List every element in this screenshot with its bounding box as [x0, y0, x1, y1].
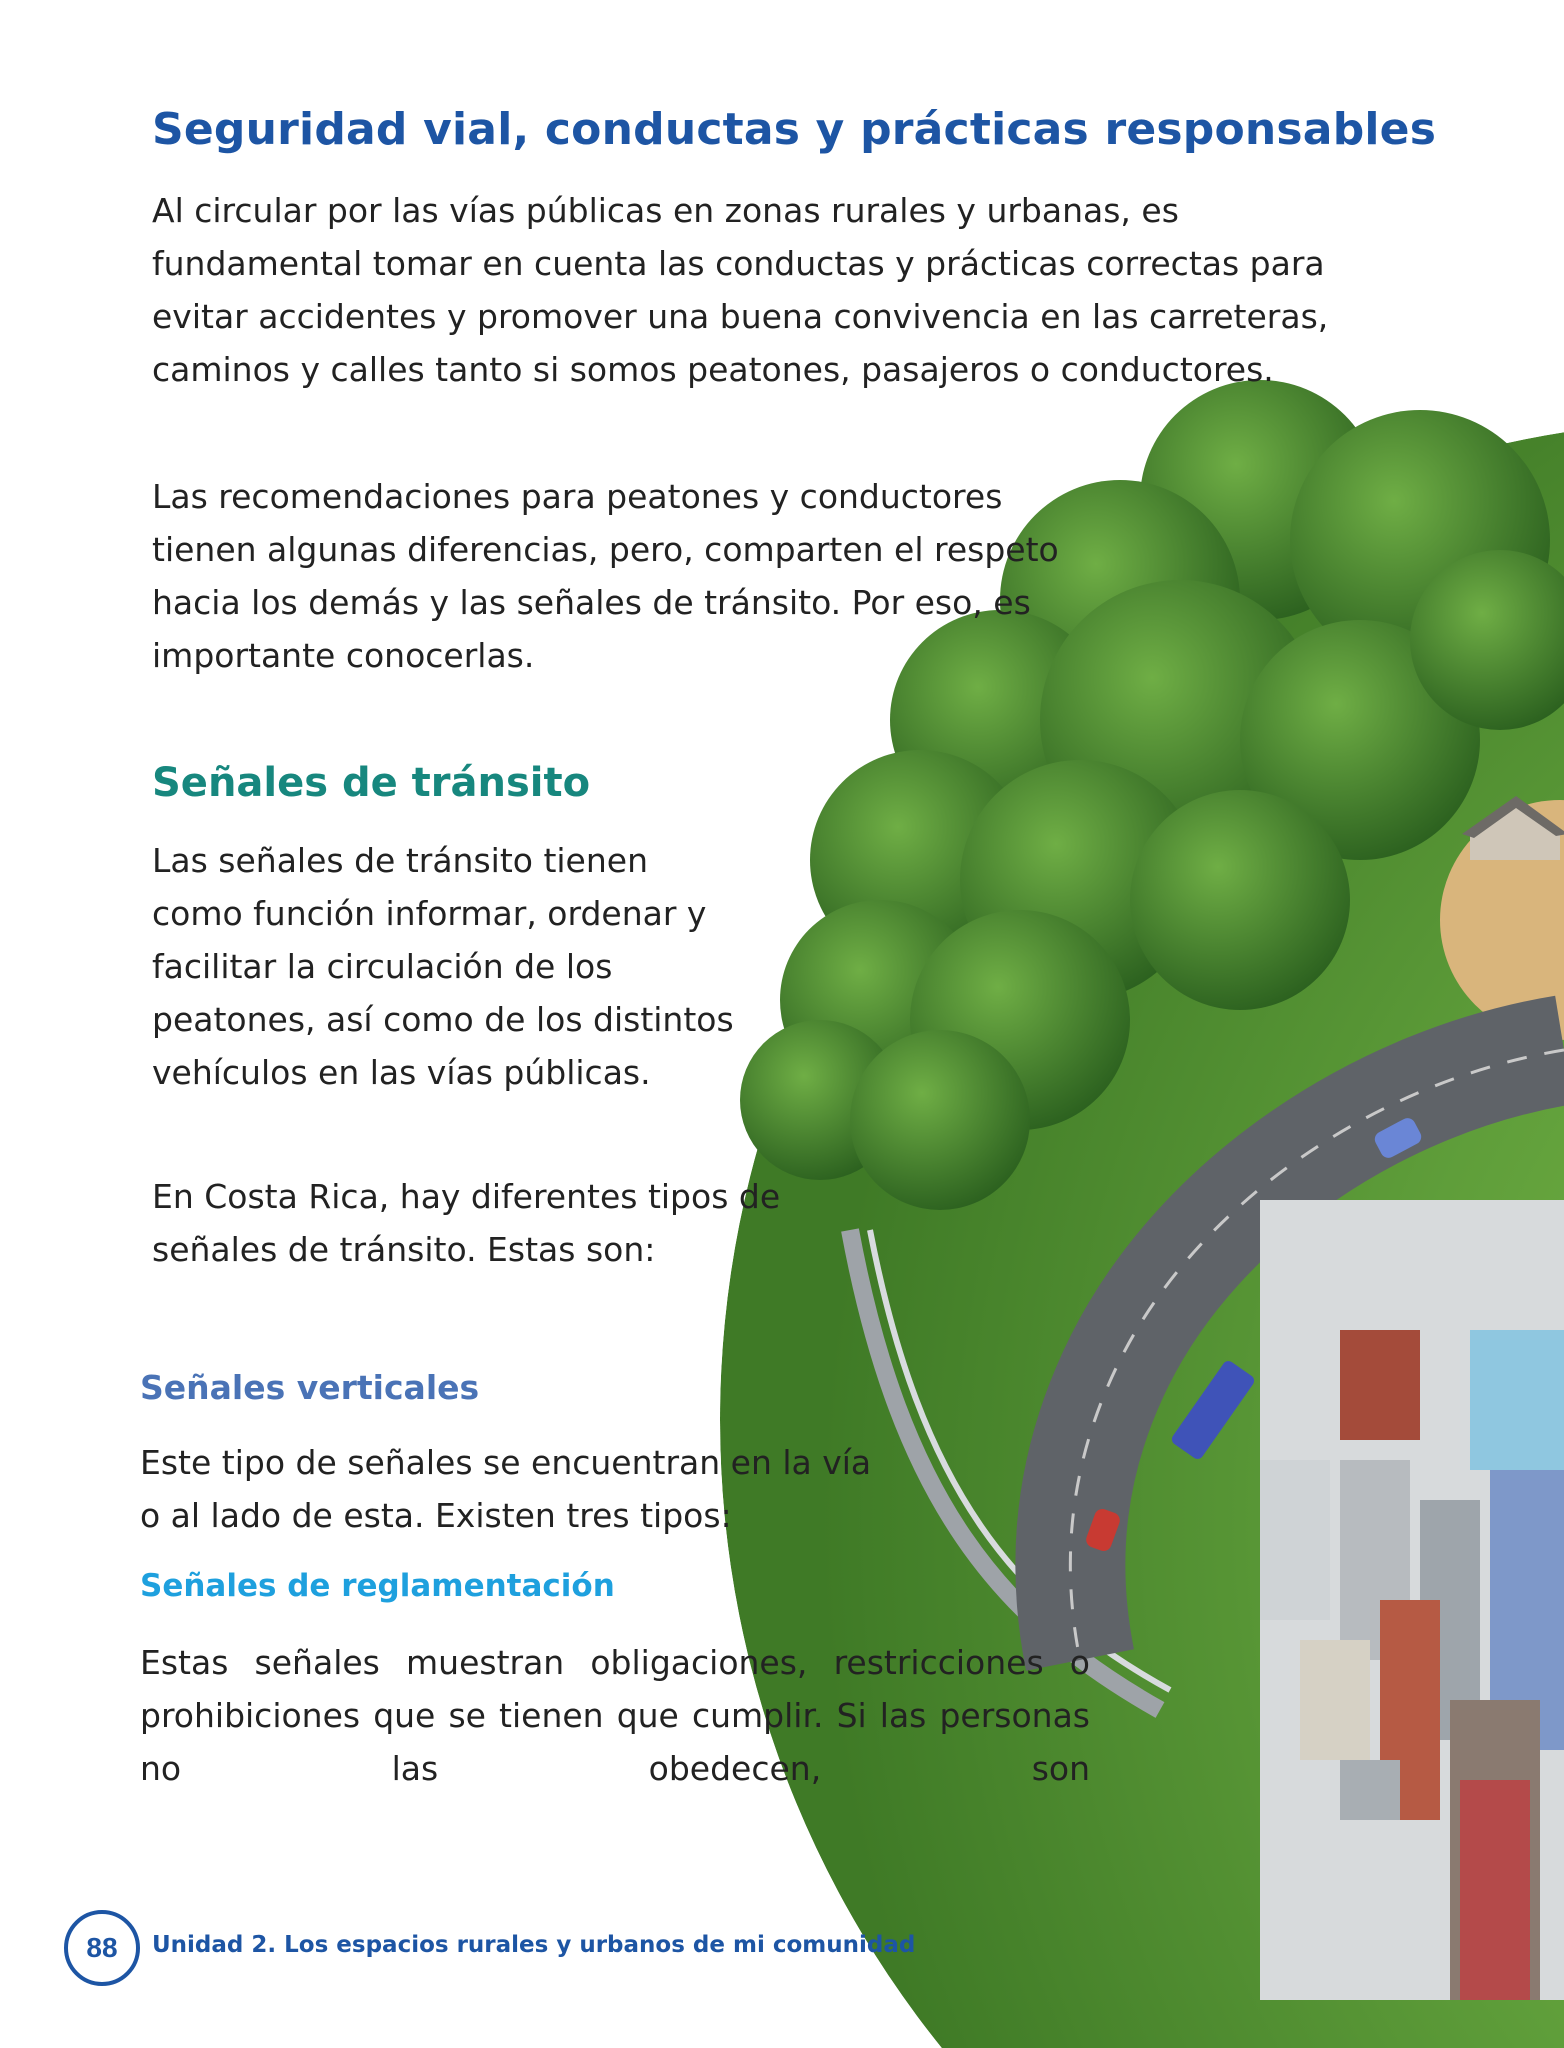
recommendations-paragraph: Las recomendaciones para peatones y conductores tienen algunas diferencias, pero, comparten el respeto hacia los demás y las señales de tránsito. Por eso, es importante conocerlas.: [152, 477, 1059, 675]
city-buildings: [1260, 1200, 1564, 2000]
signals-paragraph: Las señales de tránsito tienen como función informar, ordenar y facilitar la circulación de los peatones, así como de los distintos vehículos en las vías públicas.: [152, 841, 734, 1092]
subheading-vertical-signs: Señales verticales: [140, 1368, 480, 1407]
unit-label: Unidad 2. Los espacios rurales y urbanos de mi comunidad: [152, 1932, 916, 1958]
page-number-badge: 88: [64, 1910, 140, 1986]
subheading-regulation-signs: Señales de reglamentación: [140, 1568, 615, 1604]
intro-paragraph: Al circular por las vías públicas en zonas rurales y urbanas, es fundamental tomar en cuenta las conductas y prácticas correctas para evitar accidentes y promover una buena convivencia en las carreteras, caminos y calles tanto si somos peatones, pasajeros o conductores.: [152, 191, 1329, 389]
costa-rica-paragraph: En Costa Rica, hay diferentes tipos de señales de tránsito. Estas son:: [152, 1177, 781, 1269]
regulation-paragraph: Estas señales muestran obligaciones, restricciones o prohibiciones que se tienen que cumplir. Si las personas no las obedecen, son: [140, 1643, 1090, 1788]
section-heading-traffic-signs: Señales de tránsito: [152, 760, 591, 806]
page-title: Seguridad vial, conductas y prácticas responsables: [152, 104, 1437, 155]
vertical-signs-paragraph: Este tipo de señales se encuentran en la vía o al lado de esta. Existen tres tipos:: [140, 1443, 872, 1535]
